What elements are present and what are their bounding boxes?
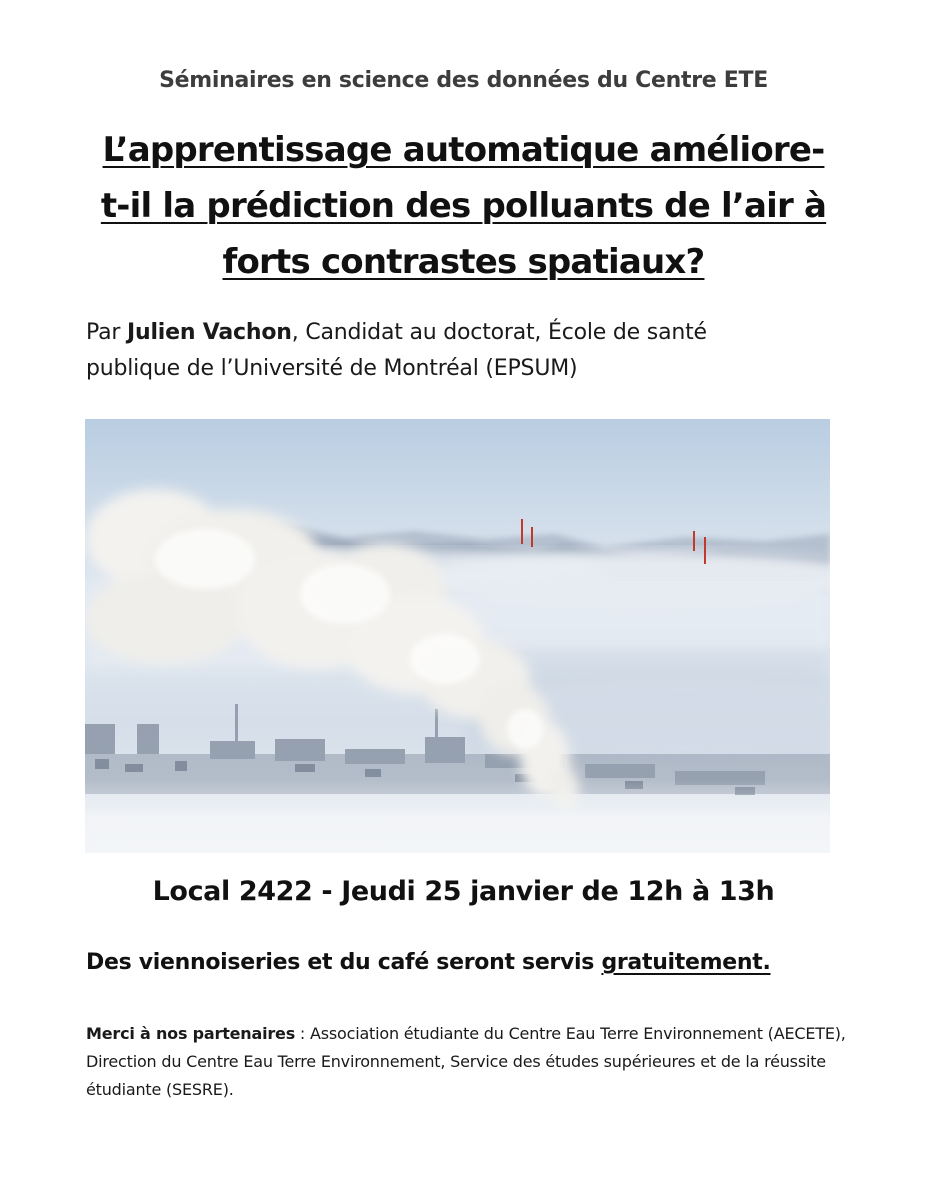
title-line-3: forts contrastes spatiaux? xyxy=(222,242,705,282)
refreshments-text: Des viennoiseries et du café seront servis xyxy=(86,950,602,975)
speaker-role-2: publique de l’Université de Montréal (EPSUM) xyxy=(86,356,578,381)
title-line-1: L’apprentissage automatique améliore- xyxy=(102,130,825,170)
speaker-name: Julien Vachon xyxy=(127,320,292,345)
refreshments-note xyxy=(86,950,866,975)
title-line-2: t-il la prédiction des polluants de l’air à xyxy=(100,186,827,226)
speaker-role-1: , Candidat au doctorat, École de santé xyxy=(291,320,707,345)
speaker-info xyxy=(86,315,846,387)
partners-text: : Association étudiante du Centre Eau Terre Environnement (AECETE), Direction du Centre Eau Terre Environnement, Service des études supérieures et de la réussite étudiante (SESRE). xyxy=(86,1024,846,1099)
series-title: Séminaires en science des données du Centre ETE xyxy=(159,68,768,93)
seminar-title xyxy=(60,122,867,290)
partners-note xyxy=(86,1020,856,1104)
speaker-prefix: Par xyxy=(86,320,127,345)
partners-label: Merci à nos partenaires xyxy=(86,1024,296,1043)
event-details: Local 2422 - Jeudi 25 janvier de 12h à 13h xyxy=(152,876,775,907)
refreshments-free: gratuitement. xyxy=(601,950,771,975)
pollution-photo xyxy=(85,419,830,853)
